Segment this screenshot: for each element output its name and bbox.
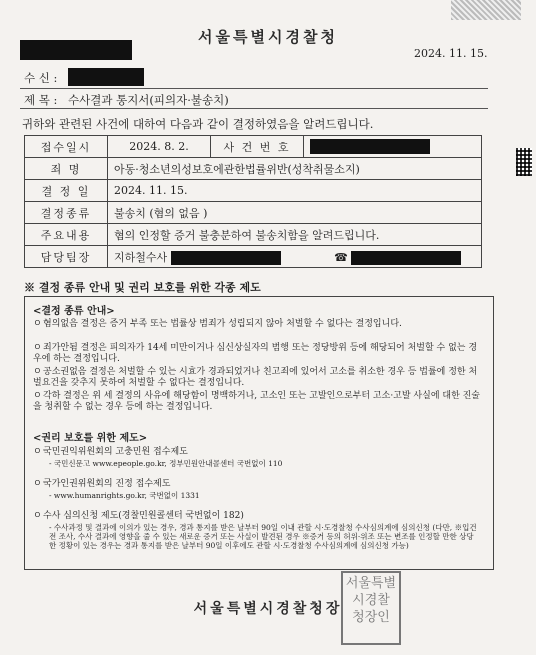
seal-line: 시경찰 bbox=[352, 593, 390, 608]
officer-label: 담당팀장 bbox=[25, 246, 108, 268]
document-title: 서울특별시경찰청 bbox=[198, 28, 338, 46]
divider bbox=[20, 88, 488, 89]
rights-title: <권리 보호를 위한 제도> bbox=[33, 433, 148, 444]
decision-type-value: 불송치 (혐의 없음 ) bbox=[108, 202, 482, 224]
officer-value: 지하철수사 bbox=[114, 250, 168, 264]
notice-section-title: ※ 결정 종류 안내 및 권리 보호를 위한 각종 제도 bbox=[24, 281, 261, 294]
intro-text: 귀하와 관련된 사건에 대하여 다음과 같이 결정하였음을 알려드립니다. bbox=[22, 117, 374, 131]
decision-item: ㅇ죄가안됨 결정은 피의자가 14세 미만이거나 심신상실자의 범행 또는 정당방위 등에 해당되어 처벌할 수 없는 경우에 하는 결정입니다. bbox=[33, 343, 478, 364]
case-info-table bbox=[24, 135, 482, 268]
decision-type-label: 결정종류 bbox=[25, 202, 108, 224]
main-content-value: 혐의 인정할 증거 불충분하여 불송치함을 알려드립니다. bbox=[108, 224, 482, 246]
subject-text: 수사결과 통지서(피의자·불송치) bbox=[68, 93, 229, 107]
phone-icon: ☎ bbox=[334, 250, 348, 264]
decision-item: ㅇ혐의없음 결정은 증거 부족 또는 법률상 범죄가 성립되지 않아 처벌할 수 없다는 결정입니다. bbox=[33, 319, 402, 329]
document-date: 2024. 11. 15. bbox=[414, 47, 488, 60]
charge-label: 죄 명 bbox=[25, 158, 108, 180]
qr-code-icon bbox=[516, 148, 532, 176]
seal-line: 서울특별 bbox=[345, 576, 397, 591]
redacted-phone bbox=[351, 251, 461, 265]
received-label: 접수일시 bbox=[25, 136, 108, 158]
rights-item-title: ㅇ국가인권위원회의 진정 접수제도 bbox=[33, 479, 171, 489]
scan-pattern-corner bbox=[451, 0, 521, 20]
redacted-block bbox=[20, 40, 132, 60]
seal-line: 청장인 bbox=[352, 610, 390, 625]
subject-label: 제 목 : bbox=[24, 93, 58, 107]
divider bbox=[20, 108, 488, 109]
officer-cell bbox=[108, 246, 482, 268]
main-content-label: 주요내용 bbox=[25, 224, 108, 246]
rights-item-title: ㅇ수사 심의신청 제도(경찰민원콜센터 국번없이 182) bbox=[33, 511, 244, 521]
decision-item: ㅇ공소권없음 결정은 처벌할 수 있는 시효가 경과되었거나 친고죄에 있어서 고소를 취소한 경우 등 법률에 정한 처벌요건을 갖추지 못하여 처벌할 수 없다는 결정입니다. bbox=[33, 367, 478, 388]
decision-date-value: 2024. 11. 15. bbox=[108, 180, 482, 202]
received-value: 2024. 8. 2. bbox=[108, 136, 211, 158]
rights-item-title: ㅇ국민권익위원회의 고충민원 접수제도 bbox=[33, 447, 188, 457]
case-no-label: 사 건 번 호 bbox=[211, 136, 304, 158]
redacted-officer-name bbox=[171, 251, 281, 265]
decision-date-label: 결 정 일 bbox=[25, 180, 108, 202]
issuer-name: 서울특별시경찰청장 bbox=[193, 601, 343, 617]
case-no-value bbox=[304, 136, 482, 158]
redacted-case-no bbox=[310, 139, 430, 154]
decision-guide-title: <결정 종류 안내> bbox=[33, 306, 115, 317]
rights-item-detail: - 수사과정 및 결과에 이의가 있는 경우, 경과 통지를 받은 날부터 90일 이내 관할 시·도경찰청 수사심의계에 심의신청 (다만, ※입건 전 조사, 수사 결과에 영향을 줄 수 있는 새로운 증거 또는 사실이 발견된 경우 ※증거 등의 허위·위조 또는 변조를 인정할 만한 상당한 정황이 있는 경우는 경과 통지를 받은 날부터 90일 이후에도 관할 시·도경찰청 수사심의계에 심의신청 가능) bbox=[49, 523, 477, 550]
rights-item-detail: - 국민신문고 www.epeople.go.kr, 정부민원안내콜센터 국번없이 110 bbox=[49, 459, 283, 468]
rights-item-detail: - www.humanrights.go.kr, 국번없이 1331 bbox=[49, 491, 200, 500]
notice-box bbox=[24, 296, 494, 570]
official-seal bbox=[341, 571, 401, 645]
decision-item: ㅇ각하 결정은 위 세 결정의 사유에 해당함이 명백하거나, 고소인 또는 고발인으로부터 고소·고발 사실에 대한 진술을 청취할 수 없는 경우 등에 하는 결정입니다. bbox=[33, 391, 481, 412]
recipient-label: 수 신 : bbox=[24, 71, 58, 85]
redacted-recipient bbox=[68, 68, 144, 86]
charge-value: 아동·청소년의성보호에관한법률위반(성착취물소지) bbox=[108, 158, 482, 180]
